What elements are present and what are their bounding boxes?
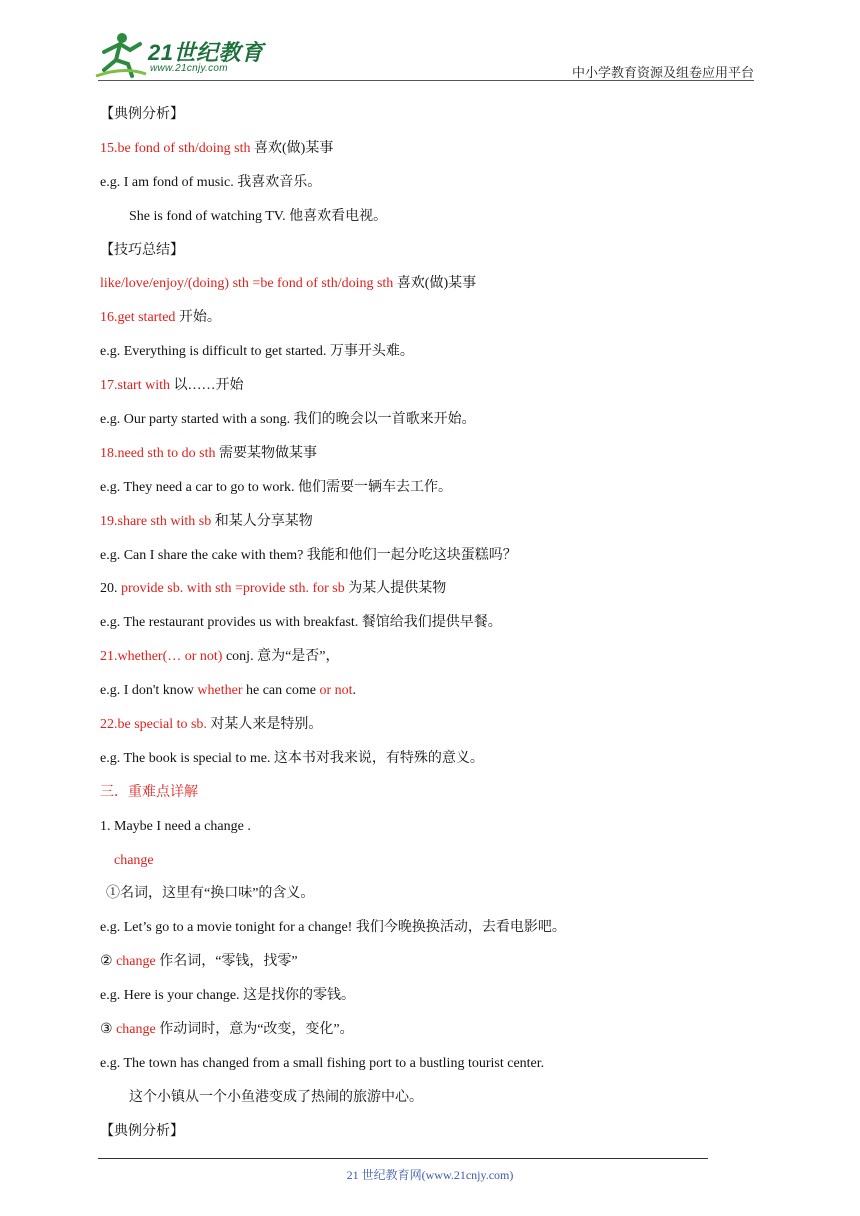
- text-segment: 需要某物做某事: [215, 445, 317, 461]
- text-line: [100, 443, 760, 477]
- text-line: [100, 1053, 760, 1087]
- text-segment: e.g. Here is your change. 这是找你的零钱。: [100, 988, 356, 1004]
- text-segment: .: [352, 683, 357, 699]
- logo-url: www.21cnjy.com: [150, 63, 228, 74]
- text-segment: e.g. The town has changed from a small fishing port to a bustling tourist center.: [100, 1055, 545, 1071]
- text-line: [100, 545, 760, 579]
- text-line: [100, 917, 760, 951]
- text-line: [100, 104, 760, 138]
- highlighted-phrase: whether: [197, 683, 243, 699]
- text-line: [100, 240, 760, 274]
- text-line: [100, 883, 760, 917]
- text-segment: conj. 意为“是否”，: [222, 649, 340, 665]
- text-segment: 1. Maybe I need a change .: [100, 818, 251, 834]
- highlighted-phrase: 22.be special to sb.: [100, 717, 207, 733]
- text-segment: 【典例分析】: [100, 1123, 184, 1139]
- text-line: [100, 206, 760, 240]
- highlighted-phrase: 19.share sth with sb: [100, 513, 212, 529]
- text-segment: e.g. The restaurant provides us with breakfast. 餐馆给我们提供早餐。: [100, 615, 502, 631]
- text-segment: e.g. I am fond of music. 我喜欢音乐。: [100, 174, 322, 190]
- highlighted-phrase: 21.whether(… or not): [100, 649, 223, 665]
- header-platform-name: 中小学教育资源及组卷应用平台: [571, 65, 754, 80]
- text-segment: e.g. They need a car to go to work. 他们需要一辆车去工作。: [100, 479, 453, 495]
- text-segment: 为某人提供某物: [344, 581, 447, 597]
- text-line: [100, 985, 760, 1019]
- text-line: [100, 612, 760, 646]
- text-segment: ②: [100, 954, 117, 970]
- highlighted-phrase: change: [114, 852, 154, 868]
- text-line: [100, 511, 760, 545]
- text-line: [100, 850, 760, 884]
- text-segment: 作名词，“零钱，找零”: [155, 954, 298, 970]
- text-segment: She is fond of watching TV. 他喜欢看电视。: [129, 208, 388, 224]
- text-segment: 和某人分享某物: [211, 513, 313, 529]
- text-line: [100, 138, 760, 172]
- document-body: [100, 104, 760, 1155]
- highlighted-phrase: 16.get started: [100, 310, 176, 326]
- header-divider: [98, 80, 754, 81]
- text-line: [100, 477, 760, 511]
- text-segment: 【技巧总结】: [100, 242, 184, 258]
- text-segment: 开始。: [175, 310, 221, 326]
- text-line: [100, 748, 760, 782]
- text-segment: he can come: [242, 683, 320, 699]
- text-line: [100, 782, 760, 816]
- text-line: [100, 816, 760, 850]
- text-line: [100, 1019, 760, 1053]
- footer-text: 21 世纪教育网(www.21cnjy.com): [346, 1168, 514, 1182]
- page-header: [0, 0, 860, 90]
- highlighted-phrase: 18.need sth to do sth: [100, 445, 216, 461]
- text-line: [100, 307, 760, 341]
- text-segment: e.g. Our party started with a song. 我们的晚会以一首歌来开始。: [100, 412, 476, 428]
- text-line: [100, 680, 760, 714]
- text-line: [100, 409, 760, 443]
- highlighted-phrase: 17.start with: [100, 378, 170, 394]
- text-segment: ①名词，这里有“换口味”的含义。: [106, 886, 315, 902]
- text-line: [100, 375, 760, 409]
- text-segment: e.g. Everything is difficult to get started. 万事开头难。: [100, 344, 414, 360]
- highlighted-phrase: 15.be fond of sth/doing sth: [100, 140, 251, 156]
- text-line: [100, 172, 760, 206]
- text-line: [100, 341, 760, 375]
- text-line: [100, 273, 760, 307]
- text-segment: 20.: [100, 581, 121, 597]
- text-line: [100, 578, 760, 612]
- highlighted-phrase: change: [116, 954, 156, 970]
- highlighted-phrase: or not: [319, 683, 353, 699]
- text-line: [100, 714, 760, 748]
- highlighted-phrase: like/love/enjoy/(doing) sth =be fond of sth/doing sth: [100, 276, 394, 292]
- text-segment: 对某人来是特别。: [206, 717, 323, 733]
- text-segment: e.g. Let’s go to a movie tonight for a change! 我们今晚换换活动，去看电影吧。: [100, 920, 566, 936]
- text-segment: 以……开始: [170, 378, 244, 394]
- highlighted-phrase: change: [116, 1022, 156, 1038]
- text-segment: 作动词时，意为“改变，变化”。: [155, 1022, 354, 1038]
- text-line: [100, 1121, 760, 1155]
- text-segment: e.g. Can I share the cake with them? 我能和他们一起分吃这块蛋糕吗？: [100, 547, 517, 563]
- text-line: [100, 1087, 760, 1121]
- text-segment: 这个小镇从一个小鱼港变成了热闹的旅游中心。: [129, 1089, 423, 1105]
- text-line: [100, 646, 760, 680]
- text-segment: e.g. I don't know: [100, 683, 198, 699]
- text-segment: 喜欢(做)某事: [250, 140, 334, 156]
- text-line: [100, 951, 760, 985]
- text-segment: ③: [100, 1022, 117, 1038]
- text-segment: e.g. The book is special to me. 这本书对我来说，有特殊的意义。: [100, 750, 484, 766]
- logo-title: 21世纪教育: [148, 40, 264, 65]
- highlighted-phrase: 三．重难点详解: [100, 784, 198, 800]
- highlighted-phrase: provide sb. with sth =provide sth. for sb: [121, 581, 345, 597]
- footer-divider: [98, 1158, 708, 1159]
- text-segment: 【典例分析】: [100, 107, 184, 122]
- text-segment: 喜欢(做)某事: [393, 276, 477, 292]
